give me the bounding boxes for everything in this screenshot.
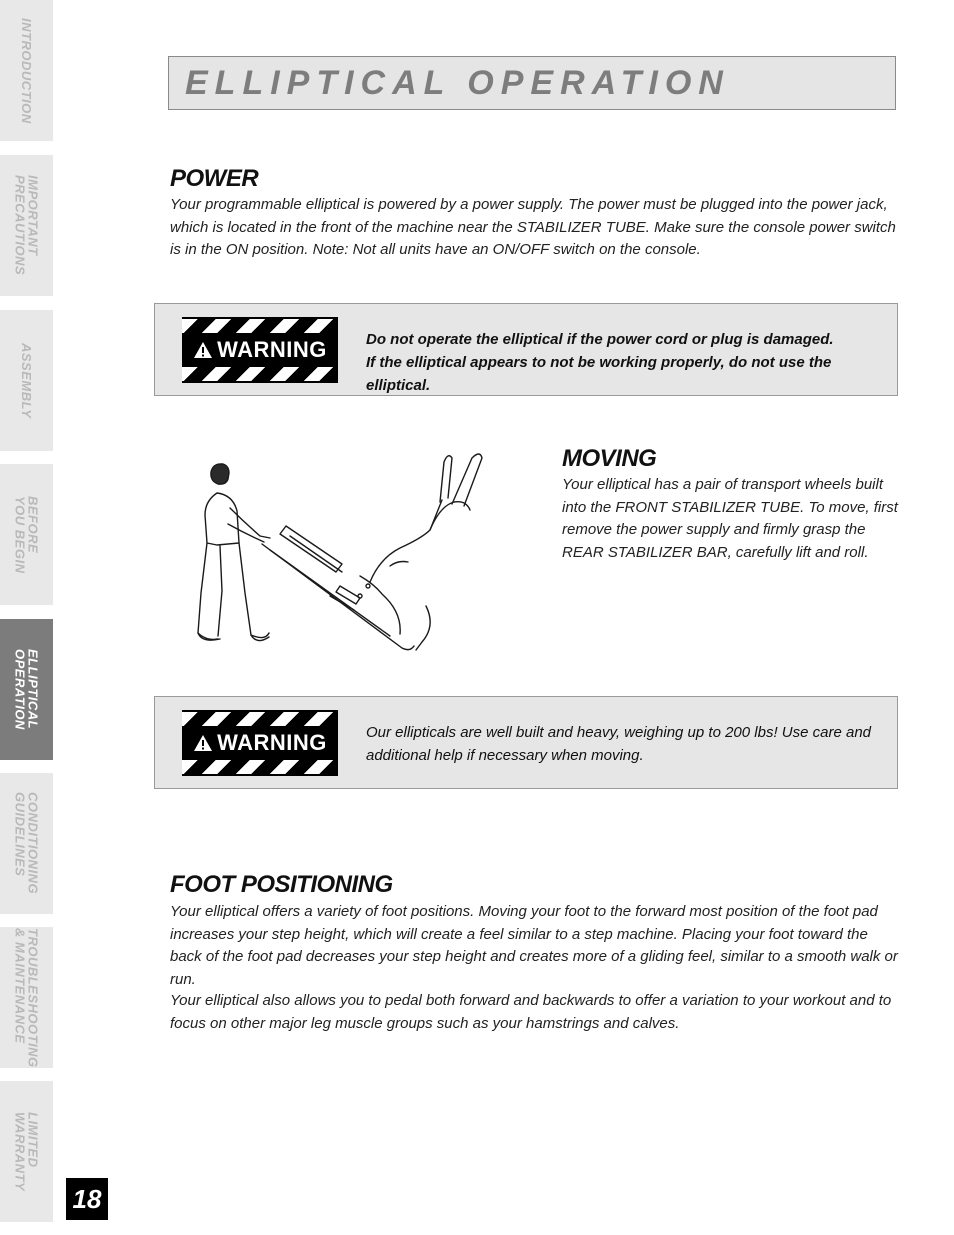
warning-triangle-icon (193, 341, 213, 359)
sidebar-tab-assembly[interactable] (0, 310, 53, 451)
tab-label: WARRANTY (12, 1111, 28, 1192)
tab-label: & MAINTENANCE (12, 927, 28, 1044)
warning-panel-power (154, 303, 898, 396)
tab-label: YOU BEGIN (12, 495, 28, 574)
moving-elliptical-illustration (190, 446, 510, 656)
moving-body: Your elliptical has a pair of transport wheels built into the FRONT STABILIZER TUBE. To move, first remove the power supply and firmly grasp the REAR STABILIZER BAR, carefully lift and roll. (562, 476, 898, 561)
page-header (168, 56, 896, 110)
sidebar-tab-before-you-begin[interactable] (0, 464, 53, 605)
sidebar-tab-troubleshooting[interactable] (0, 927, 53, 1068)
sidebar-tab-introduction[interactable] (0, 0, 53, 141)
tab-label: ELLIPTICAL (25, 649, 41, 730)
page-title: ELLIPTICAL OPERATION (185, 63, 730, 102)
warning-line: Do not operate the elliptical if the power cord or plug is damaged. (366, 331, 834, 348)
warning-panel-weight (154, 696, 898, 789)
warning-line: If the elliptical appears to not be working properly, do not use the elliptical. (366, 354, 832, 394)
power-body: Your programmable elliptical is powered by a power supply. The power must be plugged into the power jack, which is located in the front of the machine near the STABILIZER TUBE. Make sure the console power switch is in the ON position. Note: Not all units have an ON/OFF switch on the console. (170, 196, 896, 258)
tab-label: ASSEMBLY (19, 342, 34, 419)
tab-label: CONDITIONING (25, 792, 41, 895)
foot-positioning-para-1: Your elliptical offers a variety of foot positions. Moving your foot to the forward most position of the foot pad increases your step height, which will create a feel similar to a step machine. Placing your foot toward the back of the foot pad decreases your step height and creates more of a gliding feel, similar to a smooth walk or run. (170, 903, 898, 988)
foot-positioning-heading: FOOT POSITIONING (170, 871, 393, 898)
warning-text (366, 721, 891, 767)
hazard-stripe (182, 367, 338, 381)
tab-label: INTRODUCTION (19, 17, 34, 124)
hazard-stripe (182, 760, 338, 774)
sidebar-tab-elliptical-operation[interactable] (0, 619, 53, 760)
tab-label: LIMITED (25, 1111, 41, 1168)
foot-positioning-para-2: Your elliptical also allows you to pedal both forward and backwards to offer a variation to your workout and to focus on other major leg muscle groups such as your hamstrings and calves. (170, 992, 892, 1032)
warning-line: Our ellipticals are well built and heavy, weighing up to 200 lbs! Use care and additional help if necessary when moving. (366, 724, 872, 764)
tab-label: TROUBLESHOOTING (25, 927, 41, 1068)
tab-label: BEFORE (25, 495, 41, 553)
warning-label-text: WARNING (217, 337, 327, 362)
warning-label (182, 317, 338, 383)
warning-label-text: WARNING (217, 730, 327, 755)
warning-text (366, 328, 891, 397)
page-number: 18 (66, 1178, 108, 1220)
tab-label: GUIDELINES (12, 792, 28, 877)
moving-heading: MOVING (562, 445, 657, 472)
hazard-stripe (182, 712, 338, 726)
tab-label: IMPORTANT (25, 175, 41, 257)
hazard-stripe (182, 319, 338, 333)
warning-label (182, 710, 338, 776)
power-heading: POWER (170, 165, 259, 192)
warning-triangle-icon (193, 734, 213, 752)
tab-label: PRECAUTIONS (12, 175, 28, 276)
sidebar-tab-conditioning-guidelines[interactable] (0, 773, 53, 914)
sidebar-tab-important-precautions[interactable] (0, 155, 53, 296)
tab-label: OPERATION (12, 649, 28, 730)
sidebar-tab-limited-warranty[interactable] (0, 1081, 53, 1222)
